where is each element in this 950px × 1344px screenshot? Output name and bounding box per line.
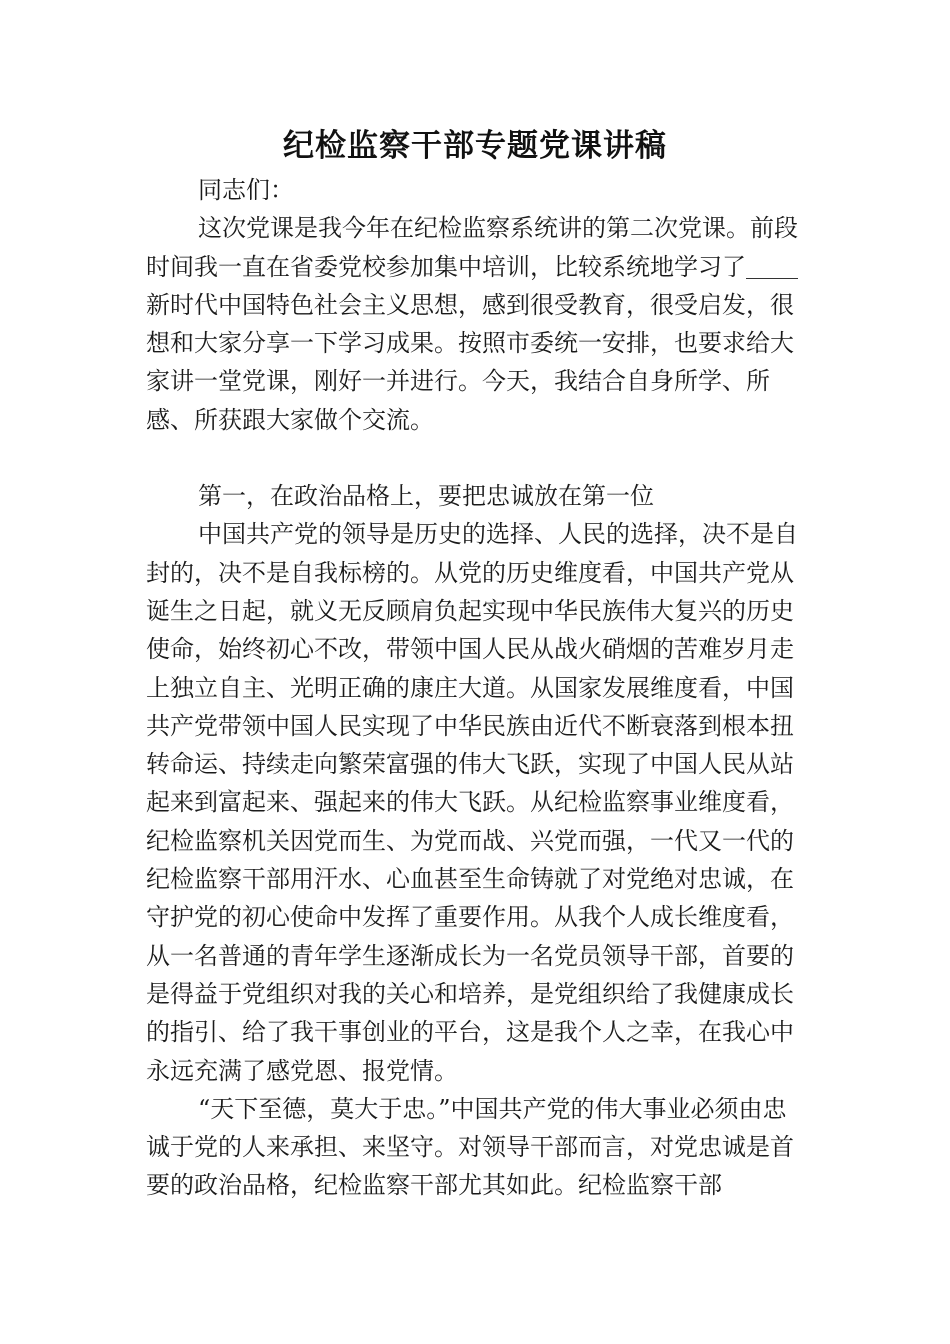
- body-paragraph: 中国共产党的领导是历史的选择、人民的选择，决不是自封的，决不是自我标榜的。从党的历史维度看，中国共产党从诞生之日起，就义无反顾肩负起实现中华民族伟大复兴的历史使命，始终初心不改，带领中国人民从战火硝烟的苦难岁月走上独立自主、光明正确的康庄大道。从国家发展维度看，中国共产党带领中国人民实现了中华民族由近代不断衰落到根本扭转命运、持续走向繁荣富强的伟大飞跃，实现了中国人民从站起来到富起来、强起来的伟大飞跃。从纪检监察事业维度看，纪检监察机关因党而生、为党而战、兴党而强，一代又一代的纪检监察干部用汗水、心血甚至生命铸就了对党绝对忠诚，在守护党的初心使命中发挥了重要作用。从我个人成长维度看，从一名普通的青年学生逐渐成长为一名党员领导干部，首要的是得益于党组织对我的关心和培养，是党组织给了我健康成长的指引、给了我干事创业的平台，这是我个人之幸，在我心中永远充满了感党恩、报党情。: [146, 520, 798, 1085]
- intro-text-part-1: 这次党课是我今年在纪检监察系统讲的第二次党课。前段时间我一直在省委党校参加集中培训，比较系统地学习了: [146, 214, 798, 281]
- blank-line: [746, 252, 798, 279]
- intro-paragraph: [146, 209, 806, 439]
- document-body: [146, 171, 806, 1205]
- paragraph-spacer: [146, 439, 806, 477]
- salutation: 同志们：: [198, 176, 294, 204]
- body-paragraph: “天下至德，莫大于忠。”中国共产党的伟大事业必须由忠诚于党的人来承担、来坚守。对领导干部而言，对党忠诚是首要的政治品格，纪检监察干部尤其如此。纪检监察干部: [146, 1094, 794, 1200]
- section-heading: 第一，在政治品格上，要把忠诚放在第一位: [198, 482, 654, 511]
- document-title: 纪检监察干部专题党课讲稿: [283, 128, 667, 164]
- intro-text-part-2: 新时代中国特色社会主义思想，感到很受教育，很受启发，很想和大家分享一下学习成果。按照市委统一安排，也要求给大家讲一堂党课，刚好一并进行。今天，我结合自身所学、所感、所获跟大家做个交流。: [146, 290, 794, 434]
